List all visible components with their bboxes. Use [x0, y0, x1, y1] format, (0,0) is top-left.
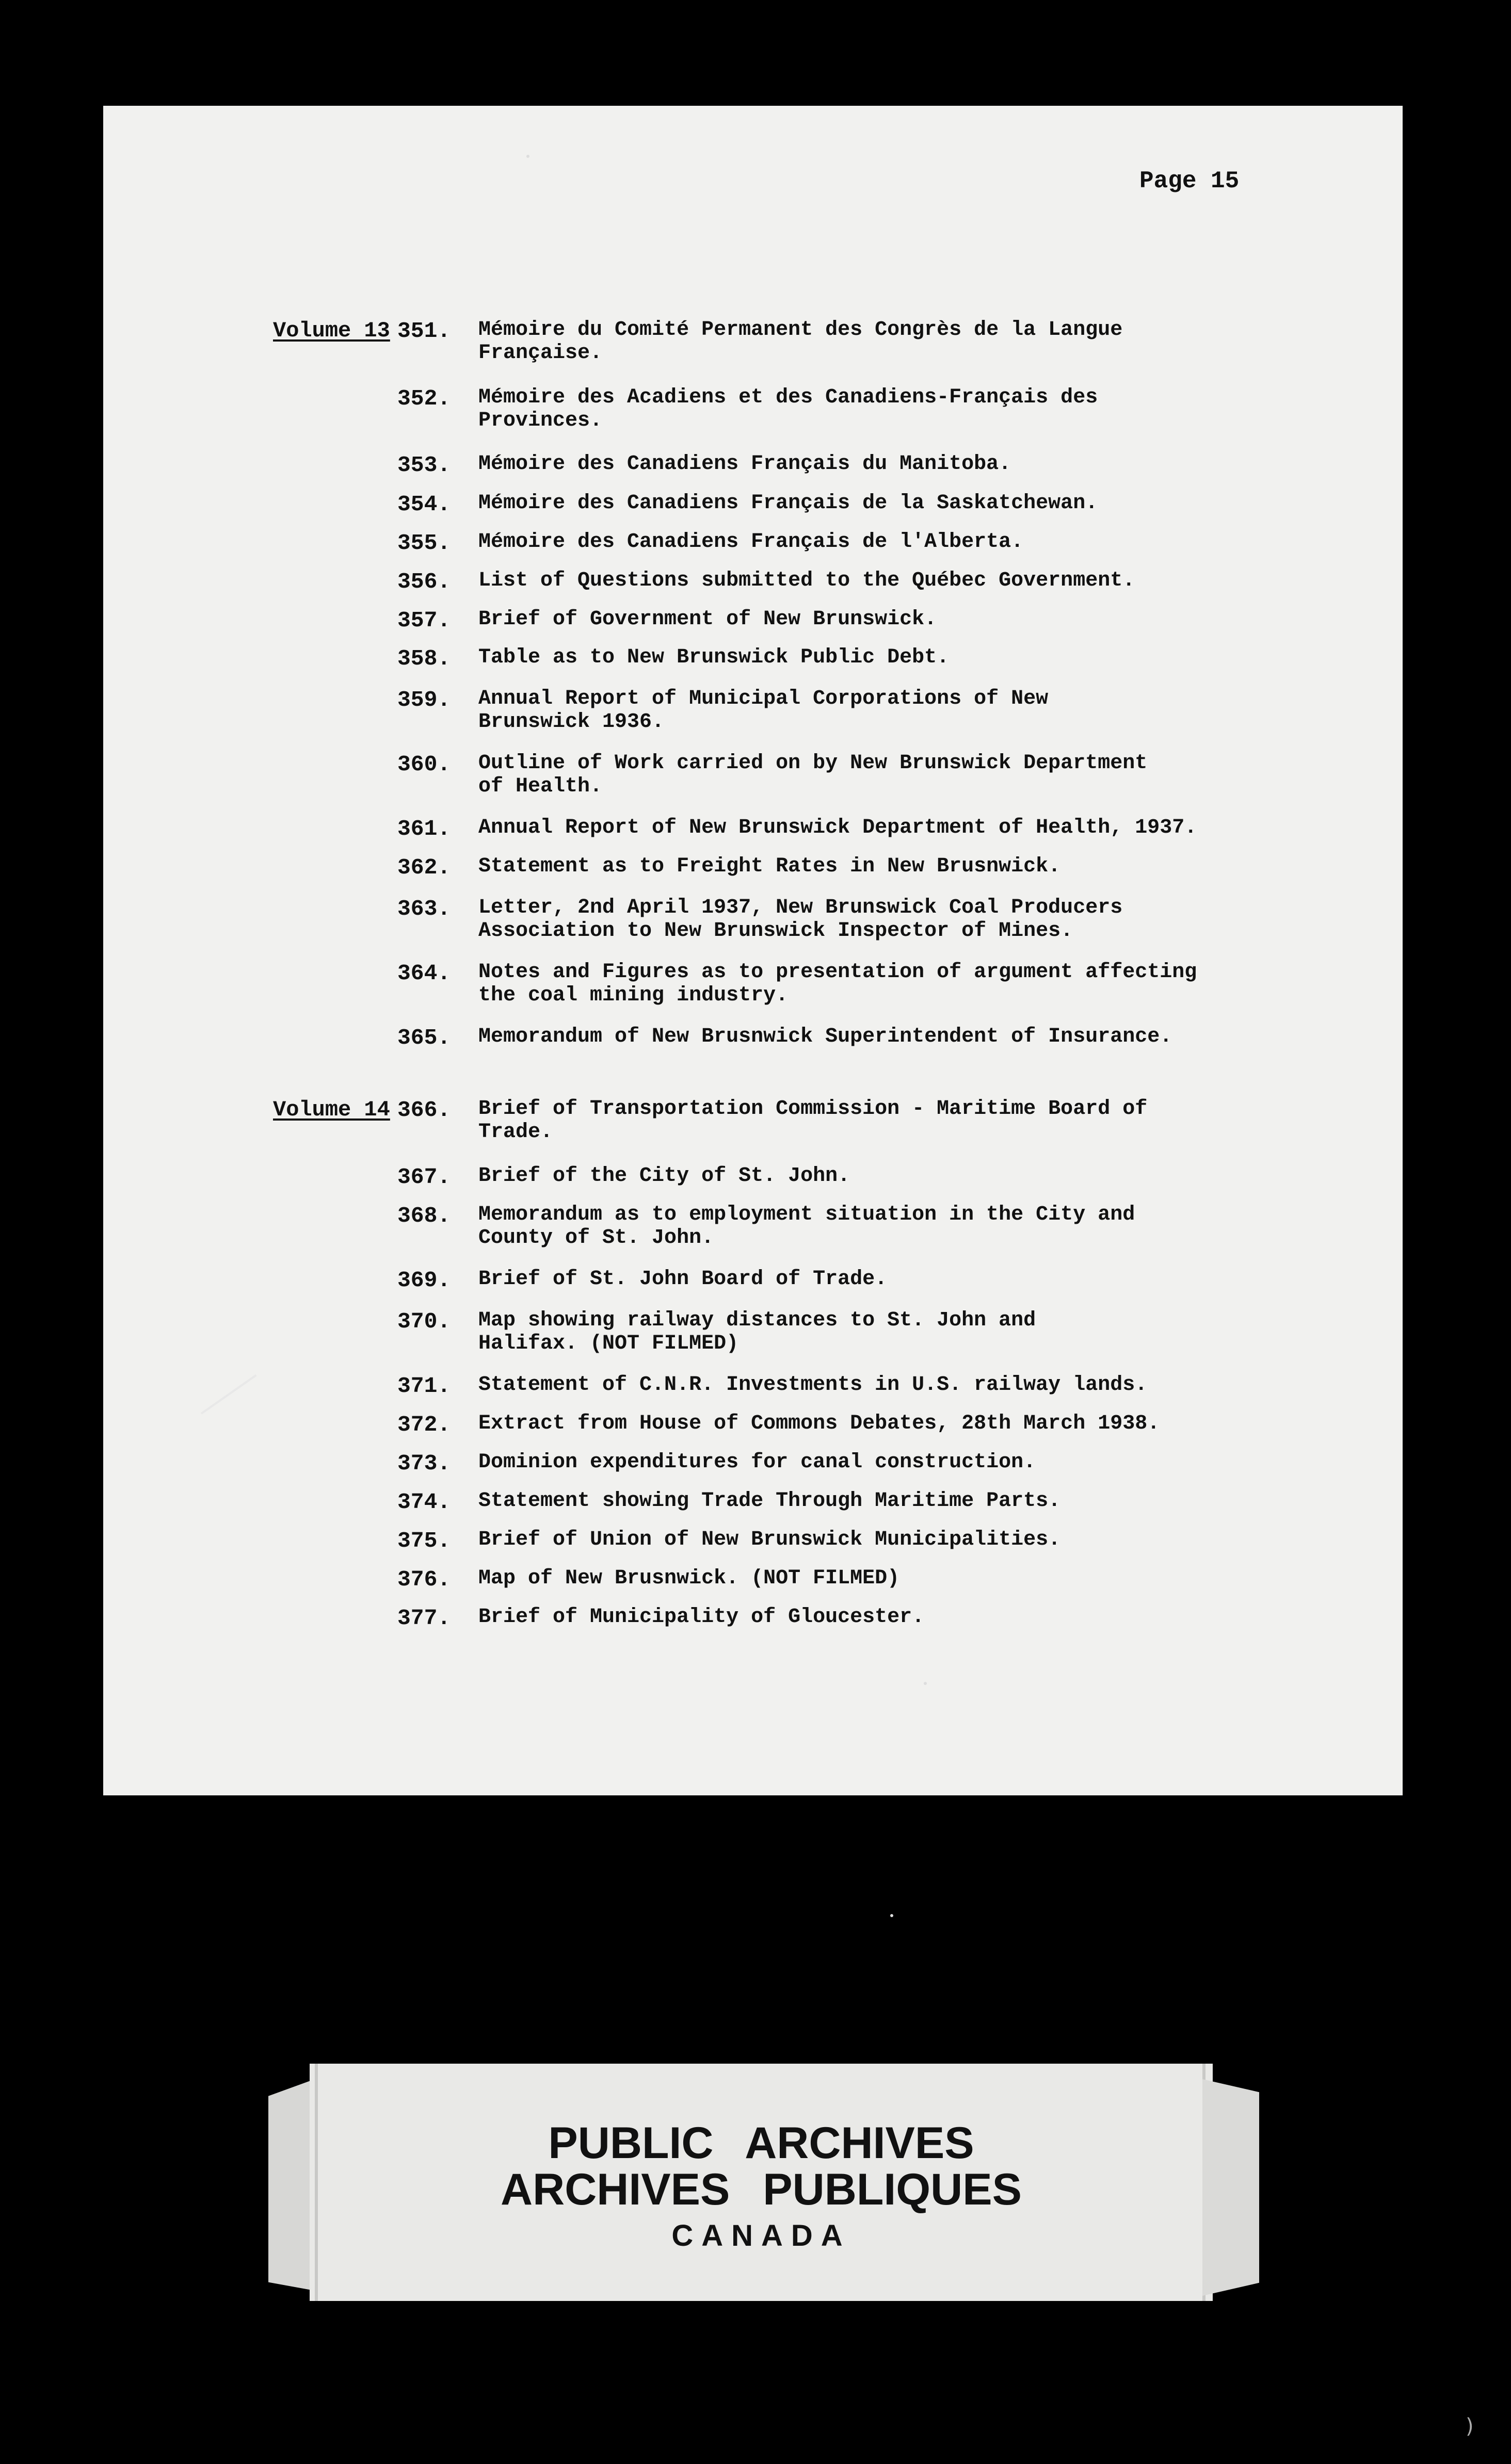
film-edge-mark: ): [1466, 2414, 1474, 2438]
entry-number: 355.: [397, 530, 451, 556]
entry-text: Brief of Transportation Commission - Maritime Board of Trade.: [478, 1097, 1148, 1144]
entry-number: 354.: [397, 492, 451, 517]
stamp-line-archives-publiques: ARCHIVES PUBLIQUES: [500, 2165, 1022, 2214]
entry-text: Notes and Figures as to presentation of argument affecting the coal mining industry.: [478, 961, 1197, 1007]
entry-number: 360.: [397, 752, 451, 777]
entry-number: 364.: [397, 961, 451, 986]
entry-text: Memorandum of New Brusnwick Superintendent of Insurance.: [478, 1025, 1172, 1048]
film-speck: [924, 1682, 927, 1685]
entry-number: 362.: [397, 855, 451, 880]
entry-number: 359.: [397, 687, 451, 712]
entry-number: 369.: [397, 1268, 451, 1293]
entry-number: 368.: [397, 1203, 451, 1228]
volume-14-label: Volume 14: [273, 1097, 390, 1122]
entry-text: List of Questions submitted to the Québec Government.: [478, 569, 1135, 592]
stamp-fold-line: [315, 2064, 318, 2301]
stamp-line-public-archives: PUBLIC ARCHIVES: [548, 2118, 974, 2168]
entry-number: 356.: [397, 569, 451, 594]
entry-text: Mémoire des Acadiens et des Canadiens-Français des Provinces.: [478, 386, 1098, 432]
film-speck: [890, 1914, 893, 1917]
entry-text: Mémoire des Canadiens Français de l'Alberta.: [478, 530, 1024, 554]
entry-text: Brief of Government of New Brunswick.: [478, 608, 937, 631]
entry-text: Memorandum as to employment situation in the City and County of St. John.: [478, 1203, 1135, 1250]
entry-text: Mémoire des Canadiens Français de la Saskatchewan.: [478, 492, 1098, 515]
page-number: Page 15: [1139, 168, 1240, 194]
entry-number: 363.: [397, 896, 451, 921]
entry-number: 351.: [397, 318, 451, 344]
entry-number: 375.: [397, 1528, 451, 1553]
entry-number: 374.: [397, 1489, 451, 1515]
entry-text: Annual Report of Municipal Corporations of New Brunswick 1936.: [478, 687, 1049, 734]
stamp-line-canada: CANADA: [671, 2219, 851, 2252]
entry-text: Dominion expenditures for canal construction.: [478, 1451, 1036, 1474]
entry-text: Table as to New Brunswick Public Debt.: [478, 646, 950, 669]
entry-text: Map of New Brusnwick. (NOT FILMED): [478, 1567, 900, 1590]
volume-13-label: Volume 13: [273, 318, 390, 343]
entry-text: Brief of St. John Board of Trade.: [478, 1268, 888, 1291]
entry-text: Statement as to Freight Rates in New Brusnwick.: [478, 855, 1061, 878]
entry-number: 365.: [397, 1025, 451, 1050]
entry-number: 367.: [397, 1164, 451, 1190]
entry-number: 377.: [397, 1606, 451, 1631]
entry-text: Letter, 2nd April 1937, New Brunswick Coal Producers Association to New Brunswick Inspector of Mines.: [478, 896, 1123, 943]
entry-number: 371.: [397, 1373, 451, 1399]
entry-text: Map showing railway distances to St. John and Halifax. (NOT FILMED): [478, 1309, 1036, 1355]
stamp-right-tab: [1202, 2079, 1259, 2296]
entry-number: 373.: [397, 1451, 451, 1476]
document-page: [103, 106, 1403, 1795]
entry-number: 353.: [397, 452, 451, 478]
entry-text: Outline of Work carried on by New Brunswick Department of Health.: [478, 752, 1148, 798]
entry-text: Brief of the City of St. John.: [478, 1164, 850, 1188]
entry-text: Mémoire du Comité Permanent des Congrès de la Langue Française.: [478, 318, 1123, 365]
entry-text: Statement showing Trade Through Maritime Parts.: [478, 1489, 1061, 1513]
entry-text: Annual Report of New Brunswick Department of Health, 1937.: [478, 816, 1197, 839]
entry-number: 361.: [397, 816, 451, 841]
entry-number: 358.: [397, 646, 451, 671]
entry-number: 366.: [397, 1097, 451, 1123]
entry-text: Extract from House of Commons Debates, 28th March 1938.: [478, 1412, 1160, 1435]
entry-text: Statement of C.N.R. Investments in U.S. railway lands.: [478, 1373, 1148, 1397]
archives-stamp: [310, 2064, 1213, 2301]
film-speck: [526, 155, 529, 158]
entry-number: 357.: [397, 608, 451, 633]
entry-text: Brief of Union of New Brunswick Municipalities.: [478, 1528, 1061, 1551]
entry-text: Brief of Municipality of Gloucester.: [478, 1606, 925, 1629]
entry-number: 372.: [397, 1412, 451, 1437]
entry-text: Mémoire des Canadiens Français du Manitoba.: [478, 452, 1011, 476]
stamp-left-tab: [268, 2079, 315, 2291]
entry-number: 370.: [397, 1309, 451, 1334]
entry-number: 352.: [397, 386, 451, 411]
entry-number: 376.: [397, 1567, 451, 1592]
